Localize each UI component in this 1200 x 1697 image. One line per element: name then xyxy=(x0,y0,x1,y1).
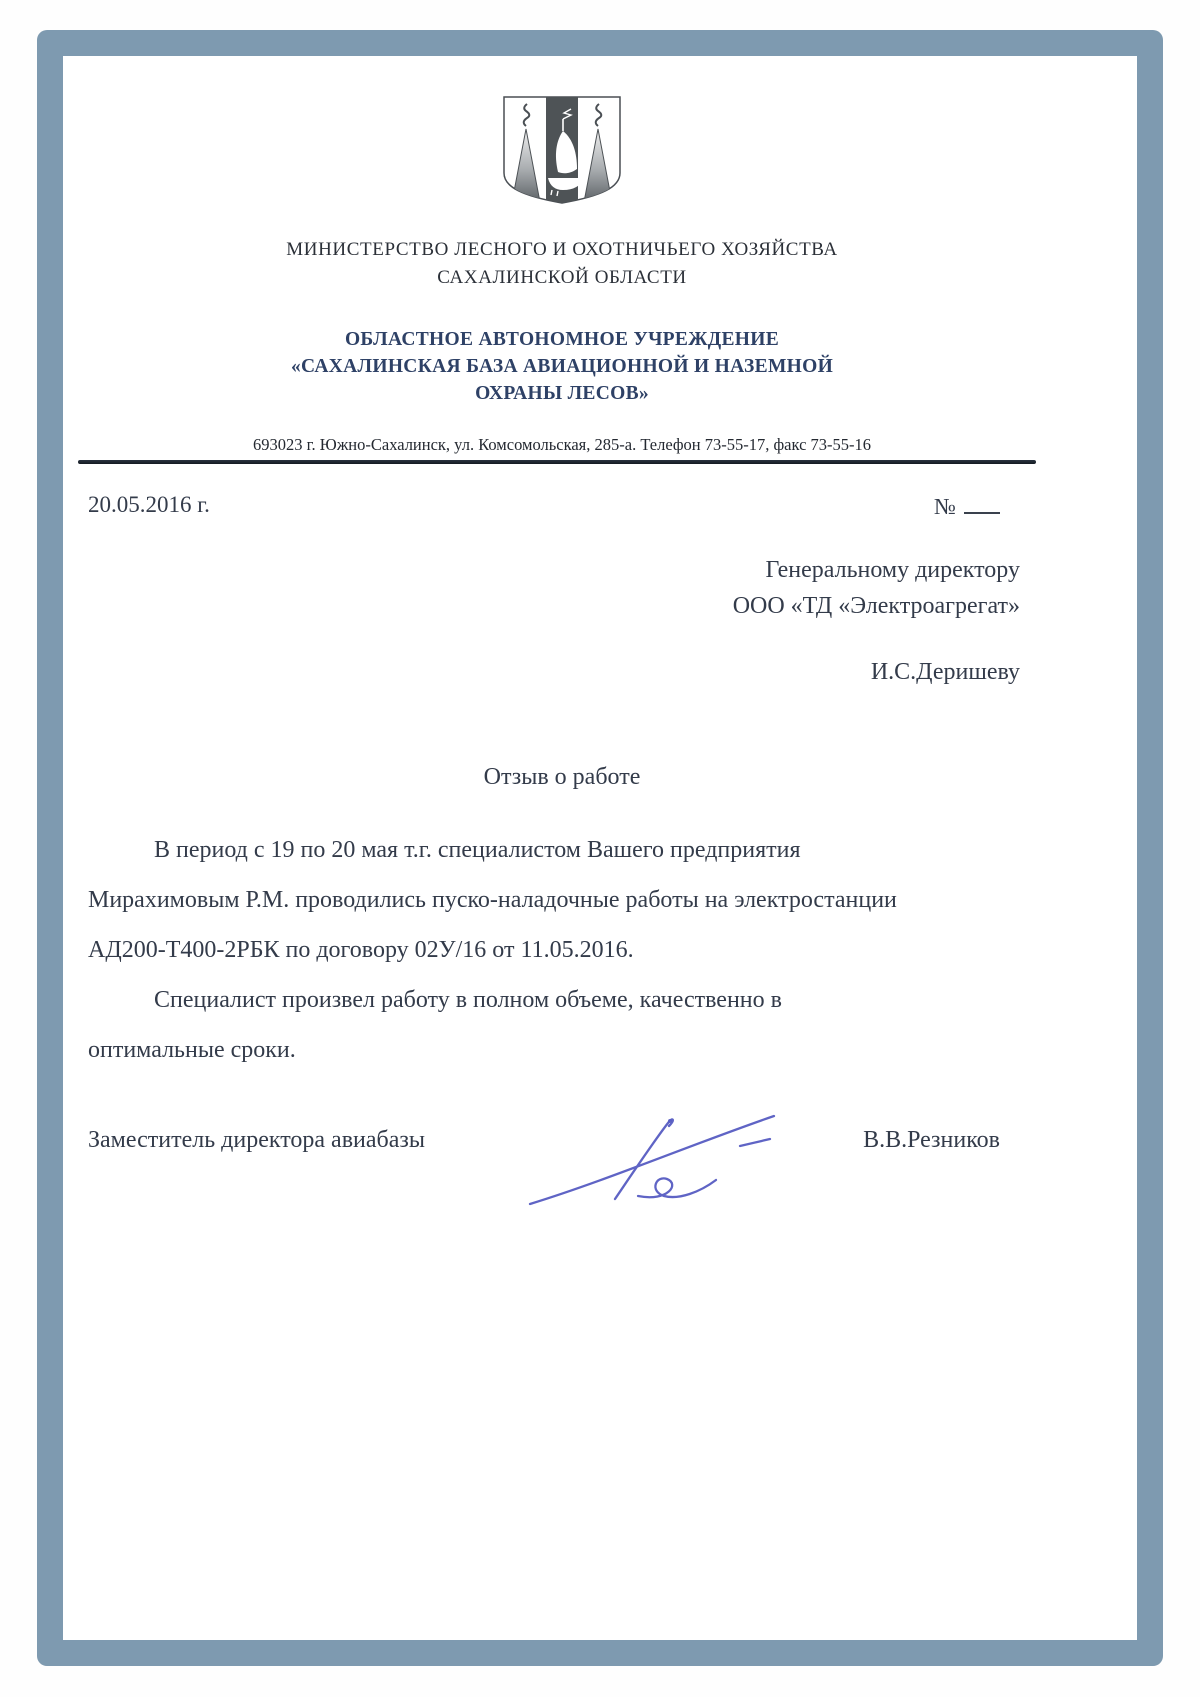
ministry-line-2: САХАЛИНСКОЙ ОБЛАСТИ xyxy=(437,267,687,288)
addressee-company: ООО «ТД «Электроагрегат» xyxy=(732,593,1020,619)
ministry-line-1: МИНИСТЕРСТВО ЛЕСНОГО И ОХОТНИЧЬЕГО ХОЗЯЙСТВА xyxy=(286,239,838,260)
org-line-2: «САХАЛИНСКАЯ БАЗА АВИАЦИОННОЙ И НАЗЕМНОЙ xyxy=(290,356,834,377)
doc-number xyxy=(934,492,1000,520)
meta-row xyxy=(88,492,1036,520)
body-line: АД200-Т400-2РБК по договору 02У/16 от 11.05.2016. xyxy=(88,937,634,963)
body-line: оптимальные сроки. xyxy=(88,1037,296,1063)
org-address: 693023 г. Южно-Сахалинск, ул. Комсомольская, 285-а. Телефон 73-55-17, факс 73-55-16 xyxy=(252,435,872,454)
body-paragraph-2 xyxy=(88,975,1036,1075)
addressee-block xyxy=(88,552,1020,690)
addressee-title: Генеральному директору xyxy=(765,557,1020,583)
sakhalin-coat-of-arms-icon xyxy=(499,93,625,207)
organization-name xyxy=(88,326,1036,407)
body-text xyxy=(88,825,1036,1075)
addressee-person: И.С.Деришеву xyxy=(870,659,1020,685)
doc-date: 20.05.2016 г. xyxy=(88,492,210,517)
signer-position: Заместитель директора авиабазы xyxy=(88,1127,425,1153)
ministry-name xyxy=(88,236,1036,292)
document-title: Отзыв о работе xyxy=(483,764,641,790)
body-line: Мирахимовым Р.М. проводились пуско-наладочные работы на электростанции xyxy=(88,887,897,913)
number-sign: № xyxy=(934,494,956,519)
body-line: Специалист произвел работу в полном объеме, качественно в xyxy=(154,987,782,1013)
org-line-3: ОХРАНЫ ЛЕСОВ» xyxy=(475,383,649,404)
handwritten-signature xyxy=(518,1083,808,1218)
number-blank-line xyxy=(964,492,1000,514)
body-line: В период с 19 по 20 мая т.г. специалистом Вашего предприятия xyxy=(154,837,801,863)
org-line-1: ОБЛАСТНОЕ АВТОНОМНОЕ УЧРЕЖДЕНИЕ xyxy=(344,329,780,350)
body-paragraph-1 xyxy=(88,825,1036,975)
letter-document xyxy=(64,56,1136,1640)
header-divider xyxy=(78,460,1036,464)
signer-name: В.В.Резников xyxy=(863,1127,1000,1153)
signature-row xyxy=(88,1125,1036,1155)
emblem-container xyxy=(88,93,1036,212)
